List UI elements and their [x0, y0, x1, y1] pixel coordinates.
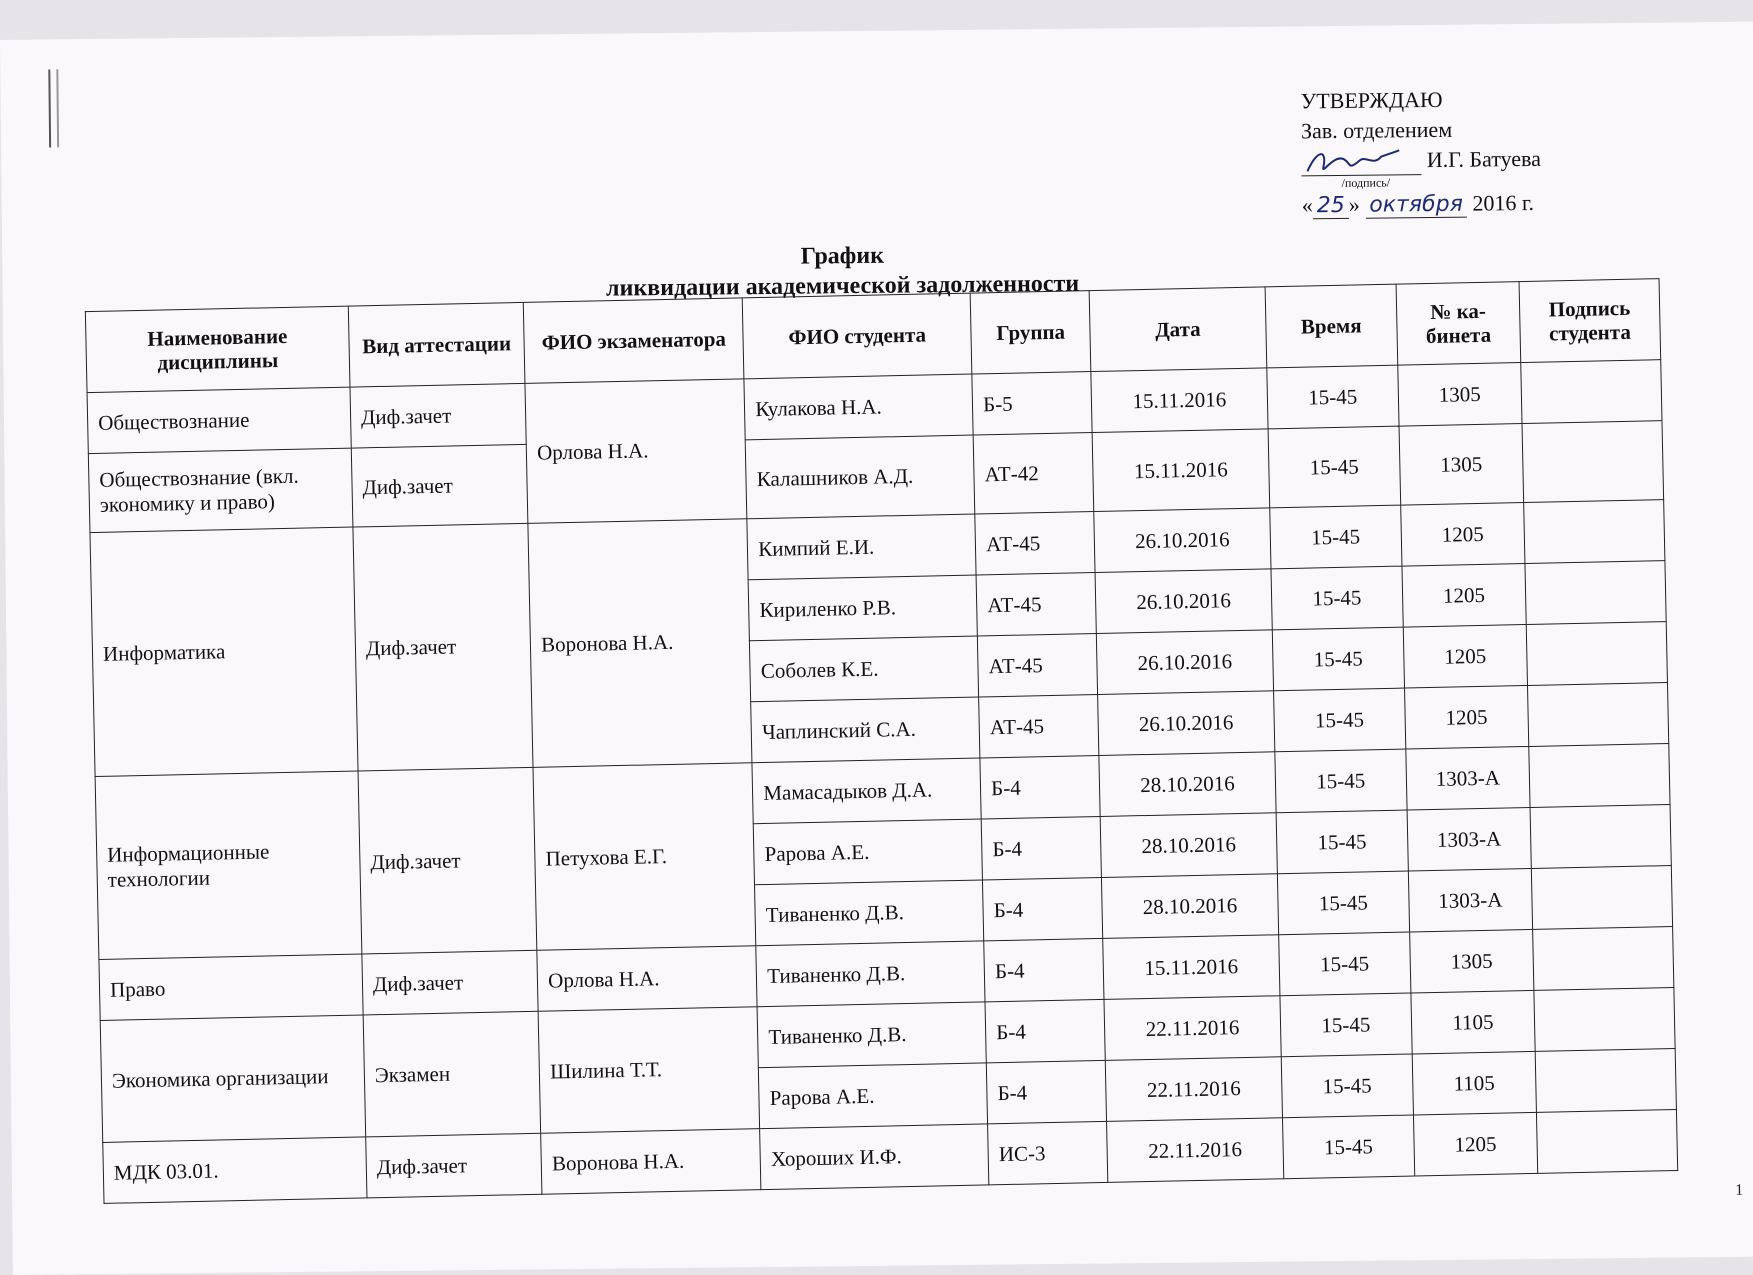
signature-cell	[1536, 1109, 1678, 1173]
signature-cell	[1520, 360, 1662, 424]
time-cell: 15-45	[1272, 627, 1405, 691]
time-cell: 15-45	[1282, 1115, 1415, 1179]
group-cell: Б-4	[980, 755, 1100, 818]
approval-day: 25	[1313, 193, 1349, 219]
approver-name: И.Г. Батуева	[1426, 145, 1542, 173]
date-cell: 26.10.2016	[1094, 508, 1271, 573]
examiner-cell: Воронова Н.А.	[541, 1129, 761, 1195]
title-line-1: График	[800, 242, 885, 270]
time-cell: 15-45	[1269, 505, 1402, 569]
attestation-cell: Диф.зачет	[366, 1133, 543, 1198]
examiner-cell: Воронова Н.А.	[528, 519, 752, 768]
signature-cell	[1531, 866, 1673, 930]
signature-cell	[1534, 987, 1676, 1051]
header-examiner: ФИО экзаменатора	[523, 298, 744, 384]
approval-month: октября	[1365, 192, 1467, 219]
signature-cell	[1522, 421, 1664, 503]
signature-cell	[1525, 561, 1667, 625]
signature-note: /подпись/	[1341, 175, 1391, 190]
discipline-cell: Экономика организации	[100, 1015, 365, 1142]
student-cell: Рарова А.Е.	[759, 1063, 988, 1129]
binder-mark	[48, 69, 59, 147]
document-sheet	[0, 22, 1753, 1275]
signature-cell	[1532, 927, 1674, 991]
signature-cell	[1535, 1048, 1677, 1112]
approval-signature-row	[1301, 144, 1541, 177]
discipline-cell: Обществознание (вкл. экономику и право)	[88, 448, 353, 532]
approval-heading: УТВЕРЖДАЮ	[1300, 86, 1443, 114]
header-student: ФИО студента	[742, 293, 972, 379]
date-cell: 22.11.2016	[1104, 996, 1281, 1061]
date-cell: 26.10.2016	[1095, 569, 1272, 634]
date-cell: 28.10.2016	[1099, 752, 1276, 817]
group-cell: Б-4	[981, 816, 1101, 879]
room-cell: 1205	[1403, 625, 1527, 689]
student-cell: Чаплинский С.А.	[751, 697, 980, 763]
group-cell: АТ-45	[975, 512, 1095, 575]
time-cell: 15-45	[1273, 688, 1406, 752]
table-body	[87, 360, 1678, 1204]
date-cell: 15.11.2016	[1092, 429, 1269, 512]
attestation-cell: Диф.зачет	[351, 444, 528, 527]
attestation-cell: Диф.зачет	[358, 767, 537, 954]
student-cell: Кириленко Р.В.	[748, 575, 977, 641]
room-cell: 1305	[1399, 424, 1523, 506]
attestation-cell: Диф.зачет	[350, 383, 527, 448]
date-cell: 22.11.2016	[1107, 1118, 1284, 1183]
student-cell: Кимпий Е.И.	[747, 514, 976, 580]
date-quote-close: »	[1348, 191, 1360, 217]
header-date: Дата	[1089, 287, 1266, 372]
title-line-2: ликвидации академической задолженности	[605, 270, 1080, 302]
signature-line	[1301, 152, 1421, 176]
header-attestation: Вид аттестации	[348, 302, 525, 387]
time-cell: 15-45	[1276, 810, 1409, 874]
discipline-cell: Право	[99, 954, 363, 1020]
date-cell: 15.11.2016	[1091, 368, 1268, 433]
discipline-cell: Информационные технологии	[95, 771, 362, 959]
approval-year: 2016 г.	[1472, 189, 1535, 216]
room-cell: 1205	[1414, 1112, 1538, 1176]
discipline-cell: МДК 03.01.	[103, 1137, 367, 1203]
attestation-cell: Диф.зачет	[353, 523, 533, 771]
time-cell: 15-45	[1277, 871, 1410, 935]
group-cell: Б-4	[985, 999, 1105, 1062]
page-number: 1	[1735, 1181, 1744, 1199]
date-cell: 28.10.2016	[1100, 813, 1277, 878]
room-cell: 1205	[1402, 564, 1526, 628]
approval-position: Зав. отделением	[1300, 116, 1453, 144]
room-cell: 1305	[1398, 363, 1522, 427]
header-group: Группа	[970, 291, 1091, 374]
student-cell: Калашников А.Д.	[745, 435, 974, 519]
header-time: Время	[1265, 284, 1398, 368]
time-cell: 15-45	[1278, 932, 1411, 996]
examiner-cell: Шилина Т.Т.	[538, 1007, 760, 1134]
signature-cell	[1523, 500, 1665, 564]
attestation-cell: Экзамен	[363, 1011, 541, 1137]
date-cell: 15.11.2016	[1103, 935, 1280, 1000]
examiner-cell: Орлова Н.А.	[525, 379, 747, 524]
signature-cell	[1527, 683, 1669, 747]
group-cell: АТ-42	[973, 433, 1094, 514]
group-cell: АТ-45	[977, 634, 1097, 697]
room-cell: 1105	[1412, 1051, 1536, 1115]
student-cell: Тиваненко Д.В.	[756, 941, 985, 1007]
signature-cell	[1526, 622, 1668, 686]
schedule-table	[85, 278, 1678, 1204]
time-cell: 15-45	[1266, 365, 1399, 429]
signature-cell	[1528, 744, 1670, 808]
room-cell: 1303-А	[1408, 868, 1532, 932]
student-cell: Хороших И.Ф.	[760, 1124, 989, 1190]
header-room: № ка-бинета	[1396, 282, 1520, 366]
student-cell: Рарова А.Е.	[753, 819, 982, 885]
discipline-cell: Информатика	[90, 527, 358, 776]
group-cell: Б-5	[972, 372, 1092, 435]
discipline-cell: Обществознание	[87, 387, 351, 453]
examiner-cell: Орлова Н.А.	[537, 946, 757, 1012]
attestation-cell: Диф.зачет	[362, 950, 539, 1015]
student-cell: Кулакова Н.А.	[744, 374, 973, 440]
room-cell: 1305	[1410, 929, 1534, 993]
student-cell: Соболев К.Е.	[750, 636, 979, 702]
date-cell: 26.10.2016	[1097, 630, 1274, 695]
group-cell: Б-4	[986, 1060, 1106, 1123]
student-cell: Мамасадыков Д.А.	[752, 758, 981, 824]
group-cell: АТ-45	[979, 694, 1099, 757]
date-cell: 28.10.2016	[1102, 874, 1279, 939]
student-cell: Тиваненко Д.В.	[757, 1002, 986, 1068]
group-cell: АТ-45	[976, 573, 1096, 636]
approval-block	[1301, 84, 1542, 222]
header-signature: Подпись студента	[1519, 279, 1661, 363]
signature-cell	[1530, 805, 1672, 869]
header-discipline: Наименование дисциплины	[85, 306, 350, 392]
signature-icon	[1303, 144, 1403, 179]
time-cell: 15-45	[1274, 749, 1407, 813]
time-cell: 15-45	[1268, 426, 1401, 508]
date-cell: 22.11.2016	[1106, 1057, 1283, 1122]
group-cell: Б-4	[984, 938, 1104, 1001]
time-cell: 15-45	[1271, 566, 1404, 630]
approval-date	[1302, 188, 1542, 222]
date-quote-open: «	[1301, 192, 1313, 218]
room-cell: 1303-А	[1406, 746, 1530, 810]
room-cell: 1105	[1411, 990, 1535, 1054]
time-cell: 15-45	[1281, 1054, 1414, 1118]
room-cell: 1205	[1405, 686, 1529, 750]
examiner-cell: Петухова Е.Г.	[533, 763, 756, 951]
group-cell: Б-4	[983, 877, 1103, 940]
student-cell: Тиваненко Д.В.	[755, 880, 984, 946]
group-cell: ИС-3	[988, 1121, 1108, 1184]
room-cell: 1205	[1401, 503, 1525, 567]
time-cell: 15-45	[1280, 993, 1413, 1057]
date-cell: 26.10.2016	[1098, 691, 1275, 756]
room-cell: 1303-А	[1407, 807, 1531, 871]
